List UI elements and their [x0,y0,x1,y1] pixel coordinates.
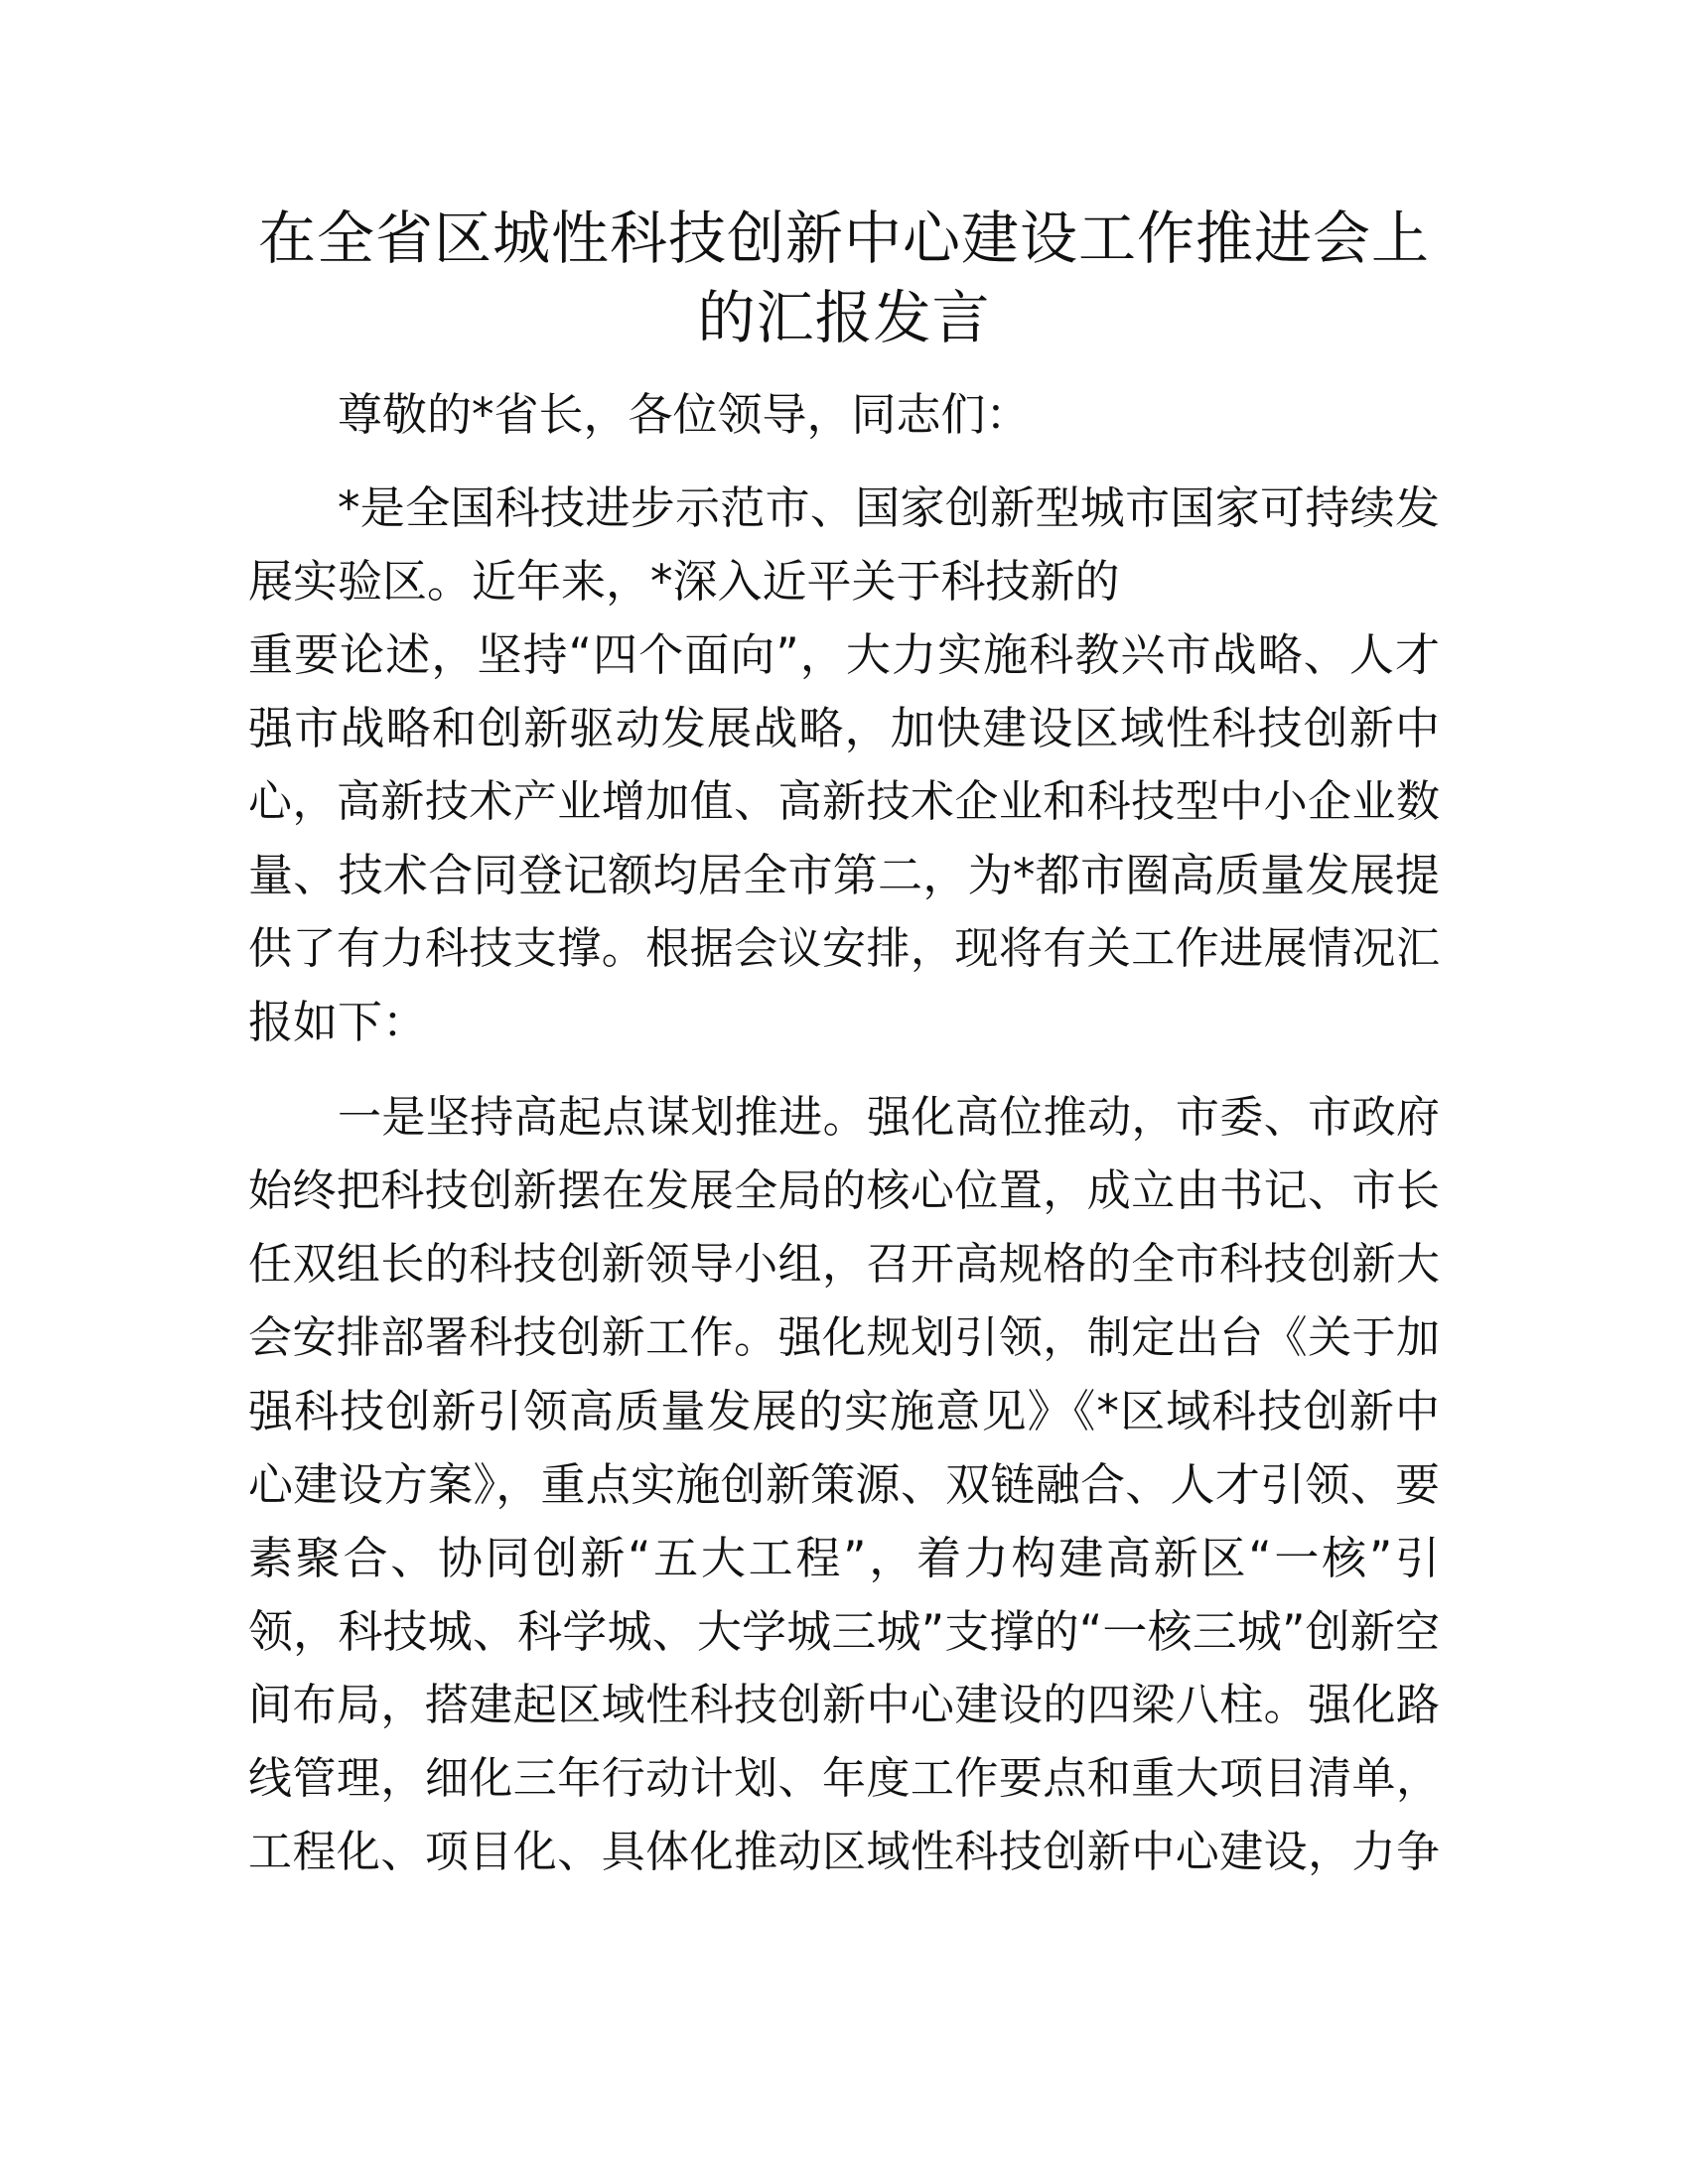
paragraph-2-line: 领，科技城、科学城、大学城三城”支撑的“一核三城”创新空 [248,1605,1440,1658]
salutation: 尊敬的*省长，各位领导，同志们： [338,388,1031,441]
paragraph-2-line: 工程化、项目化、具体化推动区域性科技创新中心建设，力争 [248,1827,1440,1877]
paragraph-2-line: 任双组长的科技创新领导小组，召开高规格的全市科技创新大 [248,1239,1440,1290]
paragraph-2-line: 会安排部署科技创新工作。强化规划引领，制定出台《关于加 [248,1312,1440,1363]
paragraph-2-line: 一是坚持高起点谋划推进。强化高位推动，市委、市政府 [338,1092,1440,1143]
paragraph-2-line: 心建设方案》，重点实施创新策源、双链融合、人才引领、要 [248,1458,1440,1511]
paragraph-1-line: 心，高新技术产业增加值、高新技术企业和科技型中小企业数 [248,776,1440,827]
paragraph-2-line: 强科技创新引领高质量发展的实施意见》《*区域科技创新中 [248,1385,1440,1437]
paragraph-1-line: 展实验区。近年来，*深入近平关于科技新的 [248,555,1120,608]
paragraph-2-line: 素聚合、协同创新“五大工程”，着力构建高新区“一核”引 [248,1532,1440,1584]
paragraph-1-line: *是全国科技进步示范市、国家创新型城市国家可持续发 [338,481,1440,534]
paragraph-1-line: 报如下： [248,996,428,1048]
title-line-2: 的汇报发言 [697,284,991,351]
paragraph-1-line: 量、技术合同登记额均居全市第二，为*都市圈高质量发展提 [248,849,1440,901]
title-line-1: 在全省区城性科技创新中心建设工作推进会上 [257,205,1430,272]
paragraph-1-line: 重要论述，坚持“四个面向”，大力实施科教兴市战略、人才 [248,628,1440,681]
paragraph-2-line: 线管理，细化三年行动计划、年度工作要点和重大项目清单， [248,1753,1440,1804]
paragraph-1-line: 供了有力科技支撑。根据会议安排，现将有关工作进展情况汇 [248,923,1440,974]
paragraph-1-line: 强市战略和创新驱动发展战略，加快建设区域性科技创新中 [248,702,1440,754]
paragraph-2-line: 始终把科技创新摆在发展全局的核心位置，成立由书记、市长 [248,1165,1440,1216]
document-title [238,199,1450,357]
paragraph-2-line: 间布局，搭建起区域性科技创新中心建设的四梁八柱。强化路 [248,1680,1440,1730]
